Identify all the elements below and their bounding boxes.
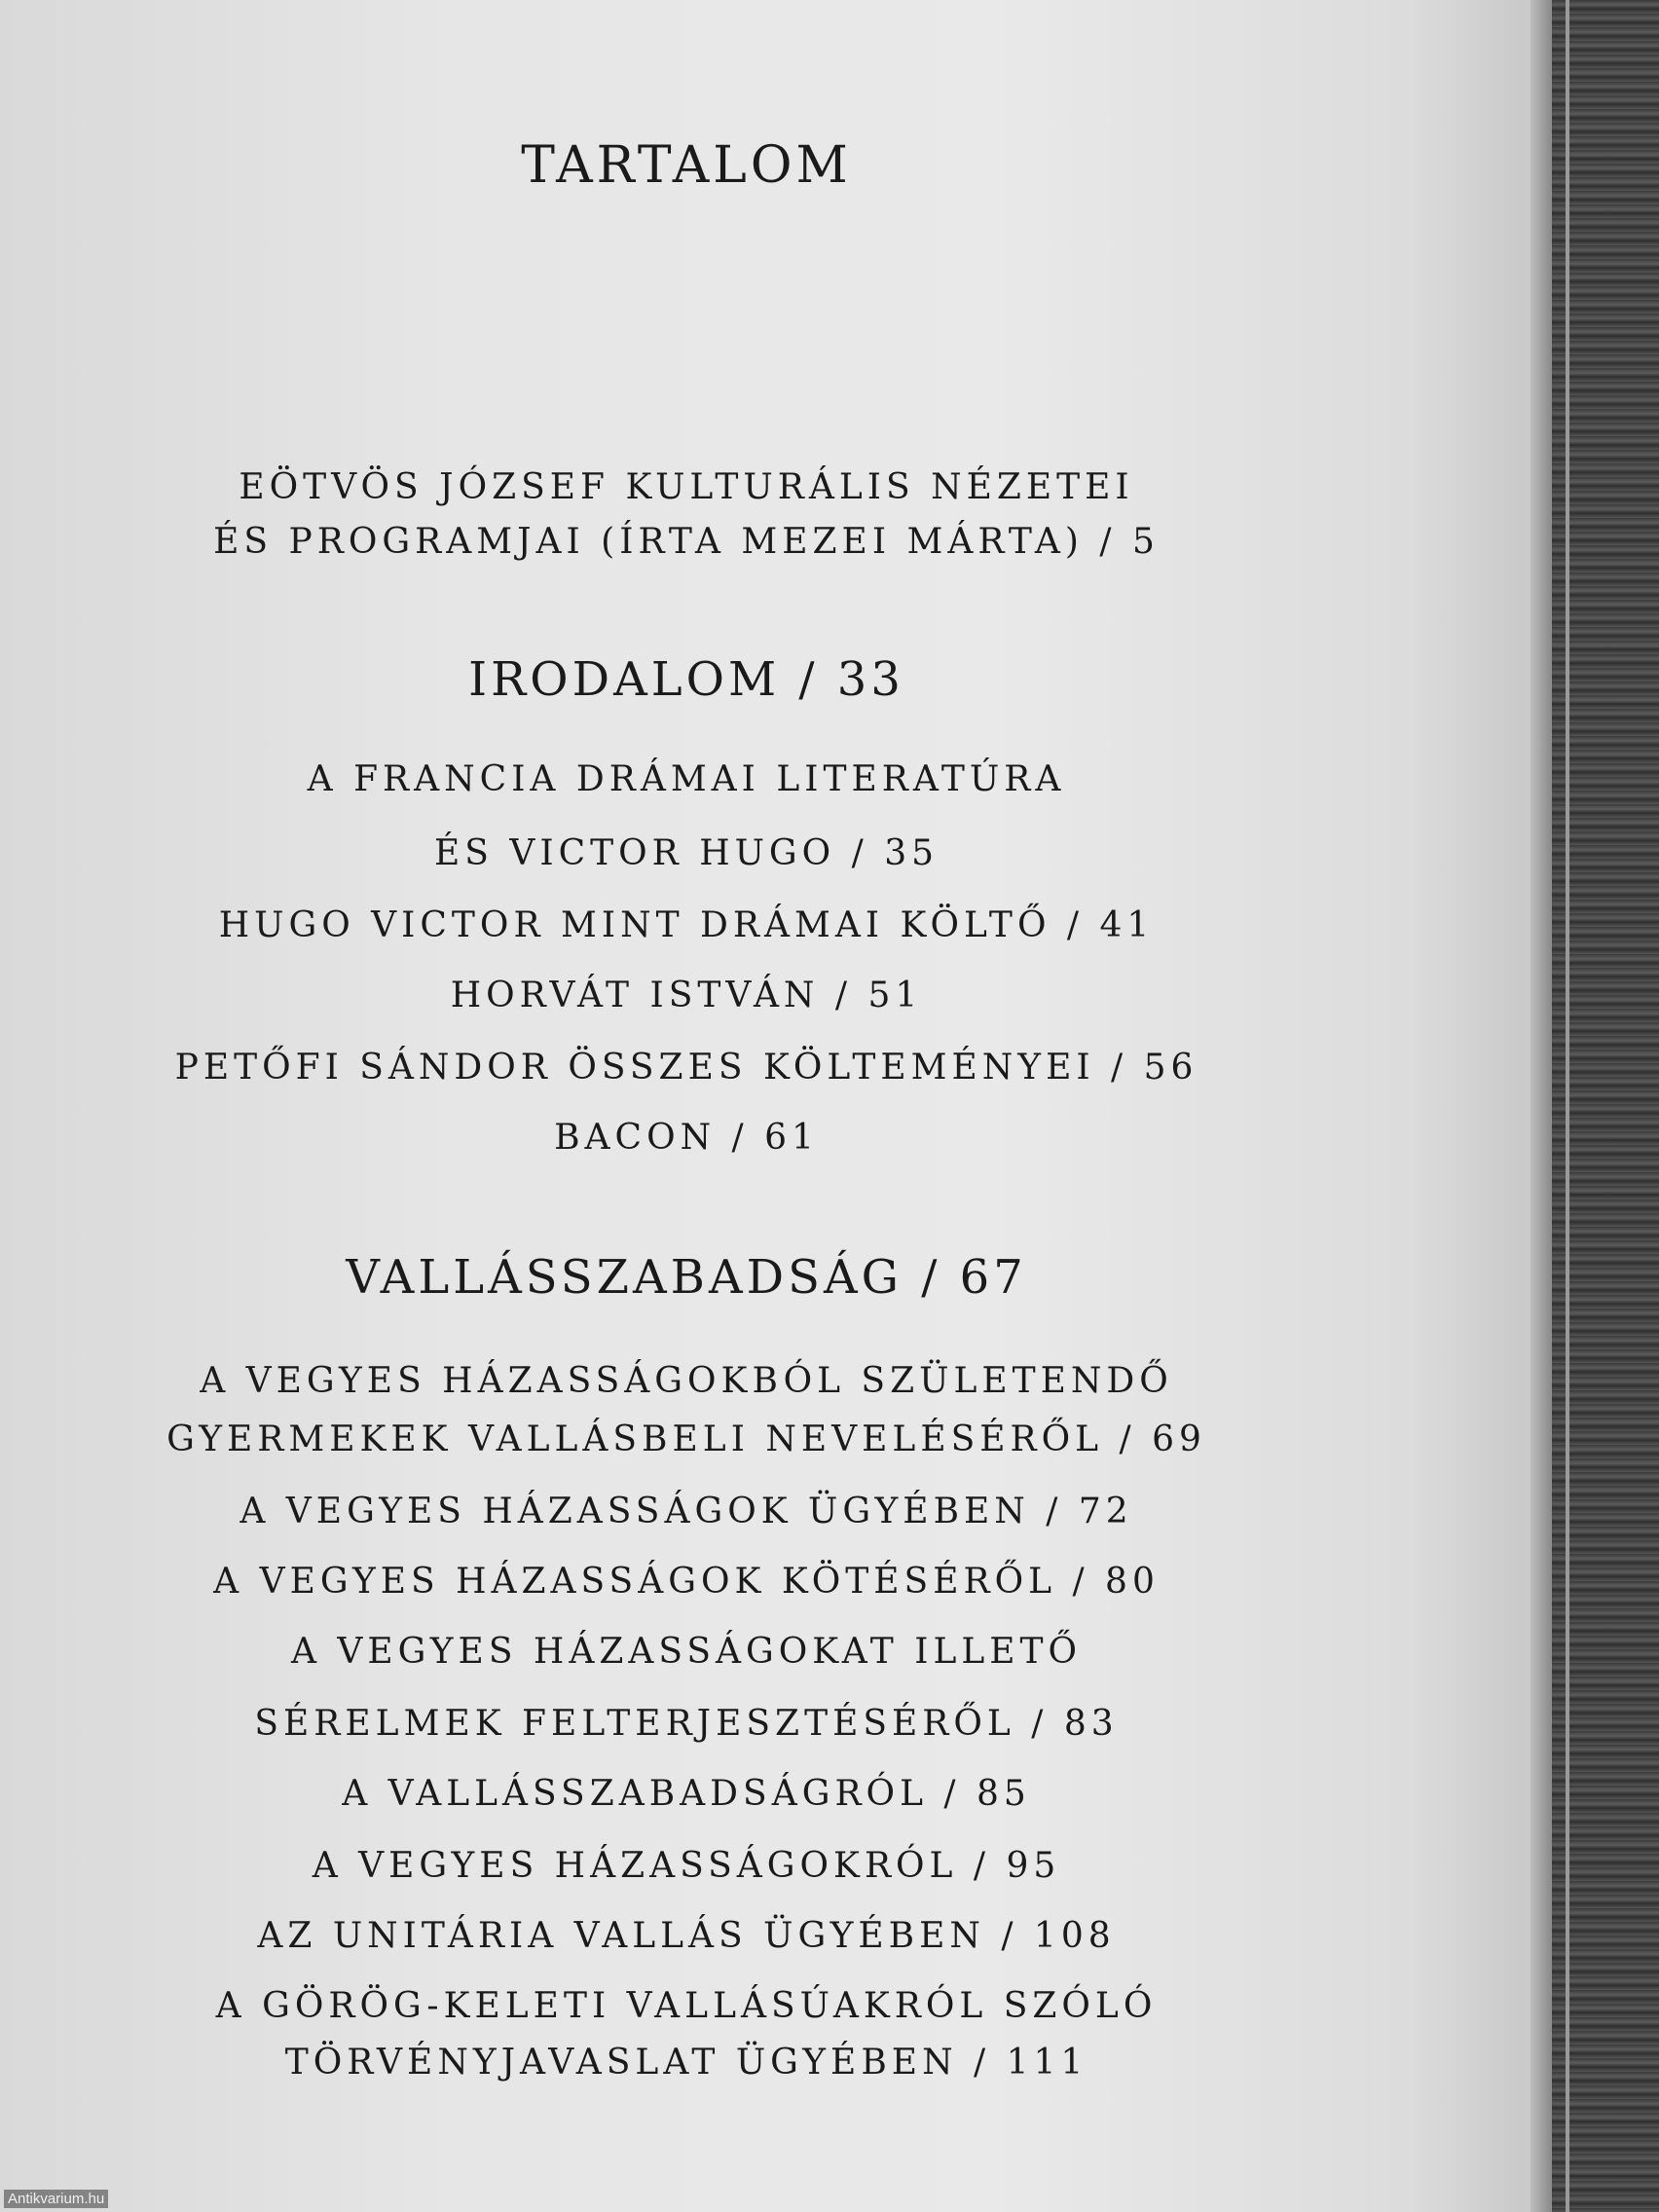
toc-entry: ÉS VICTOR HUGO / 35 (433, 833, 940, 873)
toc-entry: TÖRVÉNYJAVASLAT ÜGYÉBEN / 111 (284, 2043, 1088, 2083)
toc-entry: GYERMEKEK VALLÁSBELI NEVELÉSÉRŐL / 69 (166, 1419, 1206, 1459)
toc-entry: A VEGYES HÁZASSÁGOKBÓL SZÜLETENDŐ (200, 1361, 1173, 1401)
toc-entry: A VEGYES HÁZASSÁGOK KÖTÉSÉRŐL / 80 (213, 1562, 1160, 1602)
toc-entry: AZ UNITÁRIA VALLÁS ÜGYÉBEN / 108 (257, 1916, 1116, 1956)
section-heading-vallasszabadsag: VALLÁSSZABADSÁG / 67 (346, 1250, 1027, 1305)
toc-entry: SÉRELMEK FELTERJESZTÉSÉRŐL / 83 (254, 1704, 1119, 1744)
toc-entry: ÉS PROGRAMJAI (ÍRTA MEZEI MÁRTA) / 5 (213, 522, 1160, 562)
toc-entry: A GÖRÖG-KELETI VALLÁSÚAKRÓL SZÓLÓ (215, 1986, 1158, 2026)
toc-entry: HUGO VICTOR MINT DRÁMAI KÖLTŐ / 41 (218, 905, 1155, 945)
toc-entry: A FRANCIA DRÁMAI LITERATÚRA (307, 759, 1066, 799)
page-title: TARTALOM (521, 136, 852, 195)
binding-line (1566, 0, 1569, 2212)
page-edge (1530, 0, 1552, 2212)
toc-entry: A VEGYES HÁZASSÁGOKRÓL / 95 (312, 1846, 1061, 1886)
section-heading-irodalom: IRODALOM / 33 (468, 652, 904, 707)
toc-entry: HORVÁT ISTVÁN / 51 (450, 976, 923, 1015)
toc-entry: A VEGYES HÁZASSÁGOKAT ILLETŐ (290, 1632, 1083, 1672)
toc-entry: BACON / 61 (554, 1118, 819, 1158)
toc-entry: A VALLÁSSZABADSÁGRÓL / 85 (342, 1774, 1031, 1814)
toc-entry: PETŐFI SÁNDOR ÖSSZES KÖLTEMÉNYEI / 56 (174, 1048, 1198, 1088)
watermark: Antikvarium.hu (4, 2190, 108, 2208)
toc-entry: A VEGYES HÁZASSÁGOK ÜGYÉBEN / 72 (240, 1492, 1133, 1531)
toc-entry: EÖTVÖS JÓZSEF KULTURÁLIS NÉZETEI (239, 467, 1134, 507)
